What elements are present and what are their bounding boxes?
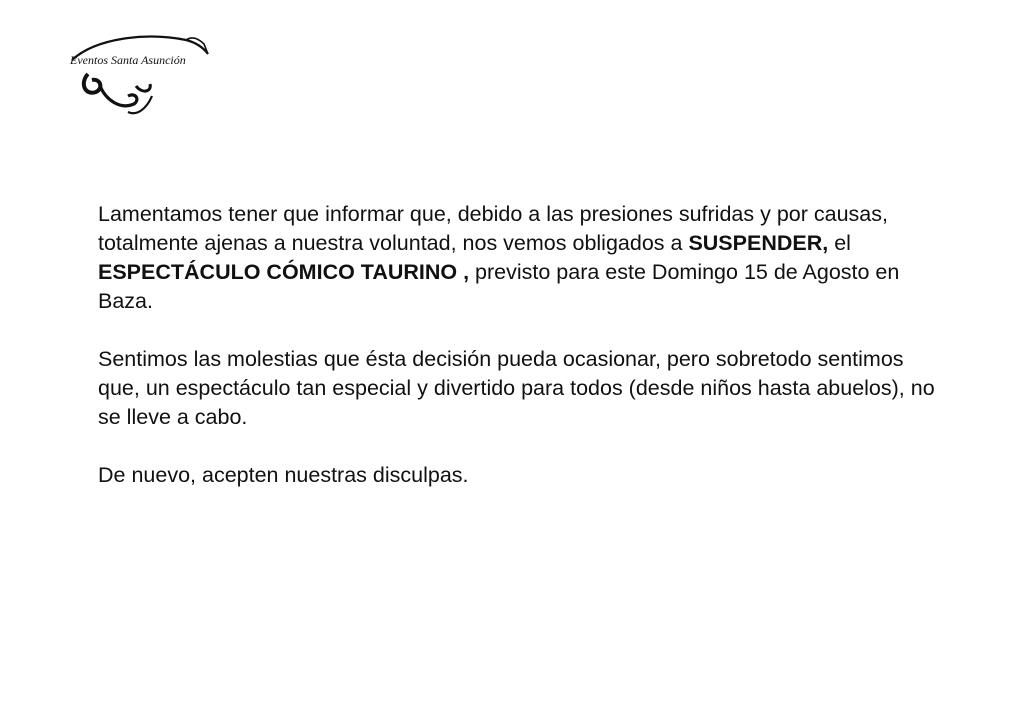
show-name: ESPECTÁCULO CÓMICO TAURINO ,	[98, 260, 470, 284]
suspend-emphasis: SUSPENDER,	[688, 231, 829, 255]
paragraph-1-intro: Lamentamos tener que informar que, debido a las presiones sufridas y por causas, totalmente ajenas a nuestra voluntad, nos vemos obligados a	[98, 202, 888, 255]
paragraph-1-end: previsto para este Domingo 15 de Agosto en Baza.	[98, 260, 900, 313]
paragraph-1-article: el	[828, 231, 851, 255]
paragraph-1	[98, 200, 938, 316]
notice-body	[98, 200, 938, 519]
logo	[66, 30, 216, 120]
paragraph-2: Sentimos las molestias que ésta decisión pueda ocasionar, pero sobretodo sentimos que, un espectáculo tan especial y divertido para todos (desde niños hasta abuelos), no se lleve a cabo.	[98, 347, 935, 429]
logo-text: Eventos Santa Asunción	[70, 53, 186, 67]
bull-silhouette-icon	[66, 30, 216, 120]
paragraph-3: De nuevo, acepten nuestras disculpas.	[98, 463, 469, 487]
